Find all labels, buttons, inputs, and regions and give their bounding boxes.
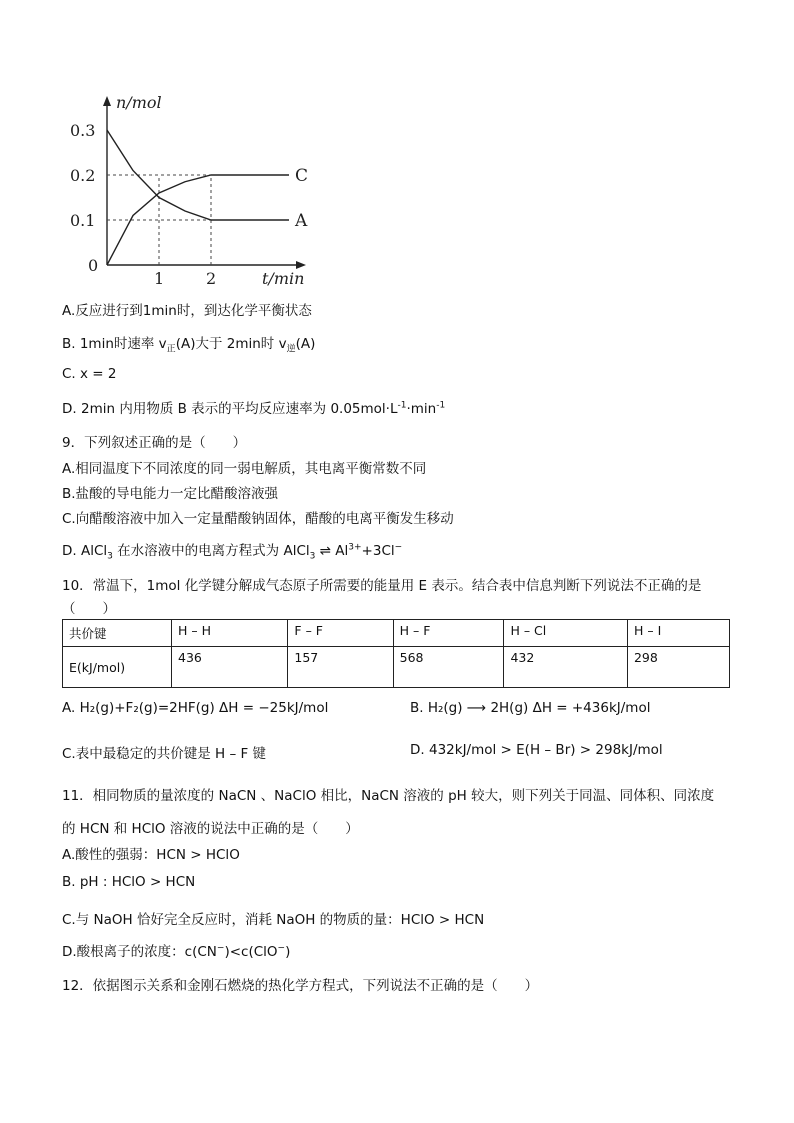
q8-b-pre: B. 1min时速率 v [62,336,167,352]
header-cell: H – Cl [504,620,628,647]
q8-d-sup1: -1 [397,400,407,411]
q8-d-mid: ·min [406,401,437,417]
y-axis-label: n/mol [116,93,162,112]
header-cell: H – F [393,620,504,647]
q9-d-cl: +3Cl [361,543,395,559]
q8-option-a: A.反应进行到1min时，到达化学平衡状态 [62,303,312,319]
q9-d-mid: 在水溶液中的电离方程式为 AlCl [112,543,310,559]
y-tick-label: 0.2 [70,166,96,185]
q9-d-pre: D. AlCl [62,543,108,559]
header-cell: F – F [288,620,393,647]
q9-d-sup1: 3+ [348,542,362,553]
q9-d-sup2: − [394,542,403,553]
q10-option-b: B. H₂(g) ⟶ 2H(g) ΔH = +436kJ/mol [410,700,651,716]
q12-stem: 12．依据图示关系和金刚石燃烧的热化学方程式，下列说法不正确的是（ ） [62,978,539,994]
y-tick-label: 0.3 [70,121,96,140]
q9-d-s1: 3 [107,551,113,562]
q11-option-a: A.酸性的强弱：HCN > HClO [62,847,240,863]
x-axis-label: t/min [262,269,305,288]
q10-option-a: A. H₂(g)+F₂(g)=2HF(g) ΔH = −25kJ/mol [62,700,329,716]
series-label-A: A [295,211,308,231]
header-cell: H – I [627,620,729,647]
q11-stem-line1: 11．相同物质的量浓度的 NaCN 、NaClO 相比，NaCN 溶液的 pH 较大，则下列关于同温、同体积、同浓度 [62,788,715,804]
q8-option-b [62,332,315,355]
table-row [63,647,730,688]
value-cell: 568 [393,647,504,688]
q9-d-al: Al [335,543,349,559]
q8-b-sub-forward: 正 [166,344,176,355]
q11-d-sup1: − [216,943,225,954]
q8-b-mid: (A)大于 2min时 v [175,336,287,352]
q11-option-c: C.与 NaOH 恰好完全反应时，消耗 NaOH 的物质的量：HClO > HCN [62,912,485,928]
q10-option-d: D. 432kJ/mol > E(H – Br) > 298kJ/mol [410,742,663,758]
q11-option-b: B. pH : HClO > HCN [62,874,196,890]
value-cell: 432 [504,647,628,688]
origin-label: 0 [88,256,99,275]
row-label-cell: E(kJ/mol) [63,647,172,688]
mole-time-graph [62,88,322,288]
q11-option-d [62,940,290,960]
q9-option-c: C.向醋酸溶液中加入一定量醋酸钠固体，醋酸的电离平衡发生移动 [62,511,454,527]
y-axis-arrow [103,96,111,106]
q8-d-pre: D. 2min 内用物质 B 表示的平均反应速率为 0.05mol·L [62,401,398,417]
x-axis-arrow [296,261,306,269]
q9-option-d [62,539,402,562]
q10-option-c: C.表中最稳定的共价键是 H – F 键 [62,746,267,762]
q11-d-sup2: − [277,943,286,954]
q9-stem: 9．下列叙述正确的是（ ） [62,435,247,451]
dashed-guides [107,175,211,265]
table-header-row [63,620,730,647]
q8-b-post: (A) [295,336,316,352]
value-cell: 157 [288,647,393,688]
header-cell: 共价键 [63,620,172,647]
q11-stem-line2: 的 HCN 和 HClO 溶液的说法中正确的是（ ） [62,821,359,837]
q9-d-s2: 3 [309,551,316,562]
q8-option-d [62,397,445,417]
q8-d-sup2: -1 [436,400,446,411]
q8-option-c: C. x = 2 [62,366,117,382]
q10-stem-line1: 10．常温下，1mol 化学键分解成气态原子所需要的能量用 E 表示。结合表中信息判断下列说法不正确的是 [62,578,702,594]
curves [107,130,308,265]
x-tick-label: 2 [206,269,217,288]
q11-d-pre: D.酸根离子的浓度：c(CN [62,944,217,960]
q11-d-mid: )<c(ClO [224,944,278,960]
q11-d-post: ) [285,944,291,960]
y-tick-label: 0.1 [70,211,96,230]
series-label-C: C [295,166,309,186]
header-cell: H – H [172,620,288,647]
q9-option-b: B.盐酸的导电能力一定比醋酸溶液强 [62,486,279,502]
x-tick-label: 1 [154,269,165,288]
q9-option-a: A.相同温度下不同浓度的同一弱电解质，其电离平衡常数不同 [62,461,427,477]
q10-stem-line2: （ ） [62,601,116,617]
value-cell: 436 [172,647,288,688]
bond-energy-table [62,619,730,688]
q9-d-arrow: ⇌ [315,543,336,559]
axes [103,96,309,269]
value-cell: 298 [627,647,729,688]
q8-b-sub-reverse: 逆 [286,344,296,355]
